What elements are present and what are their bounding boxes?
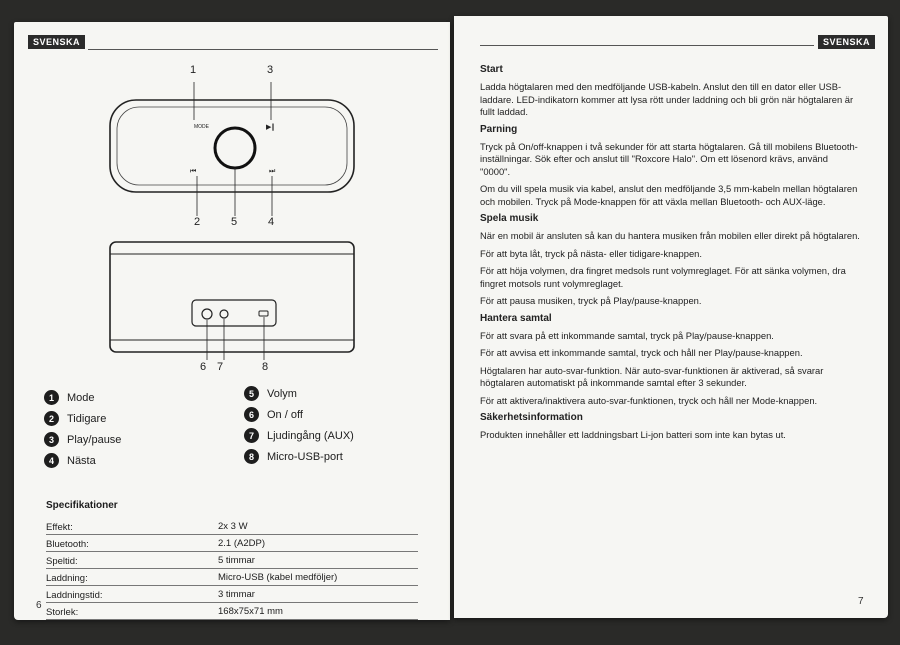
legend-label: Nästa [67,454,96,467]
usb-port-shape [259,311,268,316]
play-pause-icon: ▶‖ [266,123,275,131]
spec-value: 3 timmar [218,589,255,600]
section-heading: Hantera samtal [480,312,552,324]
aux-port-shape [220,310,228,318]
section-paragraph: Tryck på On/off-knappen i två sekunder för att starta högtalaren. Gå till mobilens Bluetooth-inställningar. Sök efter och anslut till "Roxcore Halo". Om ett lösenord krävs, använd "0000". [480,141,858,177]
legend-label: Play/pause [67,433,122,446]
callout-6: 6 [200,361,207,373]
callout-5: 5 [231,216,238,228]
section-pairing [480,124,860,208]
callout-4: 4 [268,216,275,228]
legend-number: 2 [44,411,59,426]
section-safety [480,412,860,442]
spec-key: Laddningstid: [46,590,103,601]
legend-number: 5 [244,386,259,401]
section-play-music [480,213,860,307]
spec-key: Effekt: [46,522,73,533]
page-number: 6 [36,600,42,611]
speaker-back-outline [110,242,354,352]
power-button-shape [202,309,212,319]
specs-table [46,518,418,620]
legend-number: 6 [244,407,259,422]
legend-item [44,453,96,468]
speaker-top-view-diagram [14,22,450,382]
specs-heading: Specifikationer [46,500,118,511]
section-start [480,64,860,119]
section-paragraph: När en mobil är ansluten så kan du hantera musiken från mobilen eller direkt på högtalaren. [480,230,860,242]
speaker-top-outline [110,100,354,192]
legend-label: Mode [67,391,95,404]
section-paragraph: För att byta låt, tryck på nästa- eller tidigare-knappen. [480,247,702,259]
section-paragraph: För att svara på ett inkommande samtal, tryck på Play/pause-knappen. [480,329,774,341]
callout-3: 3 [267,64,274,76]
section-paragraph: Produkten innehåller ett laddningsbart Li-jon batteri som inte kan bytas ut. [480,429,786,441]
legend-item [244,407,303,422]
section-paragraph: Högtalaren har auto-svar-funktion. När auto-svar-funktionen är aktiverad, så svarar högtalaren automatiskt på inkommande samtal efter 3 sekunder. [480,364,824,389]
section-heading: Parning [480,123,518,135]
section-paragraph: För att höja volymen, dra fingret medsols runt volymreglaget. För att sänka volymen, dra fingret motsols runt volymreglaget. [480,265,846,289]
legend-number: 3 [44,432,59,447]
section-paragraph: Ladda högtalaren med den medföljande USB-kabeln. Anslut den till en dator eller USB-laddare. LED-indikatorn kommer att lysa rött under laddning och bli grön när högtalaren är fullt laddad. [480,81,854,118]
callout-2: 2 [194,216,201,228]
volume-dial [215,128,255,168]
spec-value: 2x 3 W [218,521,248,532]
spec-key: Speltid: [46,556,78,567]
spec-key: Storlek: [46,607,79,618]
section-heading: Säkerhetsinformation [480,411,583,423]
spec-row [46,603,418,620]
callout-1: 1 [190,64,197,76]
spec-row [46,535,418,552]
speaker-top-inner [117,107,347,185]
section-heading: Start [480,64,503,75]
page-number: 7 [858,596,864,607]
header-rule [480,45,814,46]
callout-8: 8 [262,361,269,373]
spec-value: 168x75x71 mm [218,606,283,617]
section-heading: Spela musik [480,213,539,225]
section-paragraph: För att pausa musiken, tryck på Play/pause-knappen. [480,295,702,307]
legend-item [44,432,121,447]
legend-item [244,428,354,443]
legend-item [44,411,106,426]
section-calls [480,313,860,407]
spec-value: 5 timmar [218,555,255,566]
legend-number: 1 [44,390,59,405]
instructions-body [480,64,860,447]
section-paragraph: Om du vill spela musik via kabel, anslut den medföljande 3,5 mm-kabeln mellan högtalaren och mobilen. Tryck på Mode-knappen för att växla mellan Bluetooth- och AUX-läge. [480,183,858,207]
legend-number: 8 [244,449,259,464]
next-icon: ⏭ [269,167,276,175]
legend-label: Tidigare [67,412,107,425]
legend-number: 7 [244,428,259,443]
spec-row [46,586,418,603]
legend-item [244,449,343,464]
spec-row [46,569,418,586]
left-page [14,22,450,620]
legend-label: Volym [267,387,297,400]
callout-7: 7 [217,361,224,373]
language-tag: SVENSKA [28,35,85,49]
spec-value: Micro-USB (kabel medföljer) [218,572,338,583]
mode-label: MODE [194,124,209,130]
legend-label: Micro-USB-port [267,450,343,463]
spec-key: Laddning: [46,573,88,584]
language-tag: SVENSKA [818,35,875,49]
legend-label: On / off [267,408,303,421]
legend-item [44,390,95,405]
port-panel [192,300,276,326]
legend-label: Ljudingång (AUX) [267,429,354,442]
section-paragraph: För att avvisa ett inkommande samtal, tryck och håll ner Play/pause-knappen. [480,347,803,359]
spec-row [46,518,418,535]
spec-key: Bluetooth: [46,539,89,550]
previous-icon: ⏮ [190,167,197,175]
spec-row [46,552,418,569]
legend-item [244,386,297,401]
section-paragraph: För att aktivera/inaktivera auto-svar-funktionen, tryck och håll ner Mode-knappen. [480,394,818,406]
right-page [454,16,888,618]
legend-number: 4 [44,453,59,468]
spec-value: 2.1 (A2DP) [218,538,265,549]
